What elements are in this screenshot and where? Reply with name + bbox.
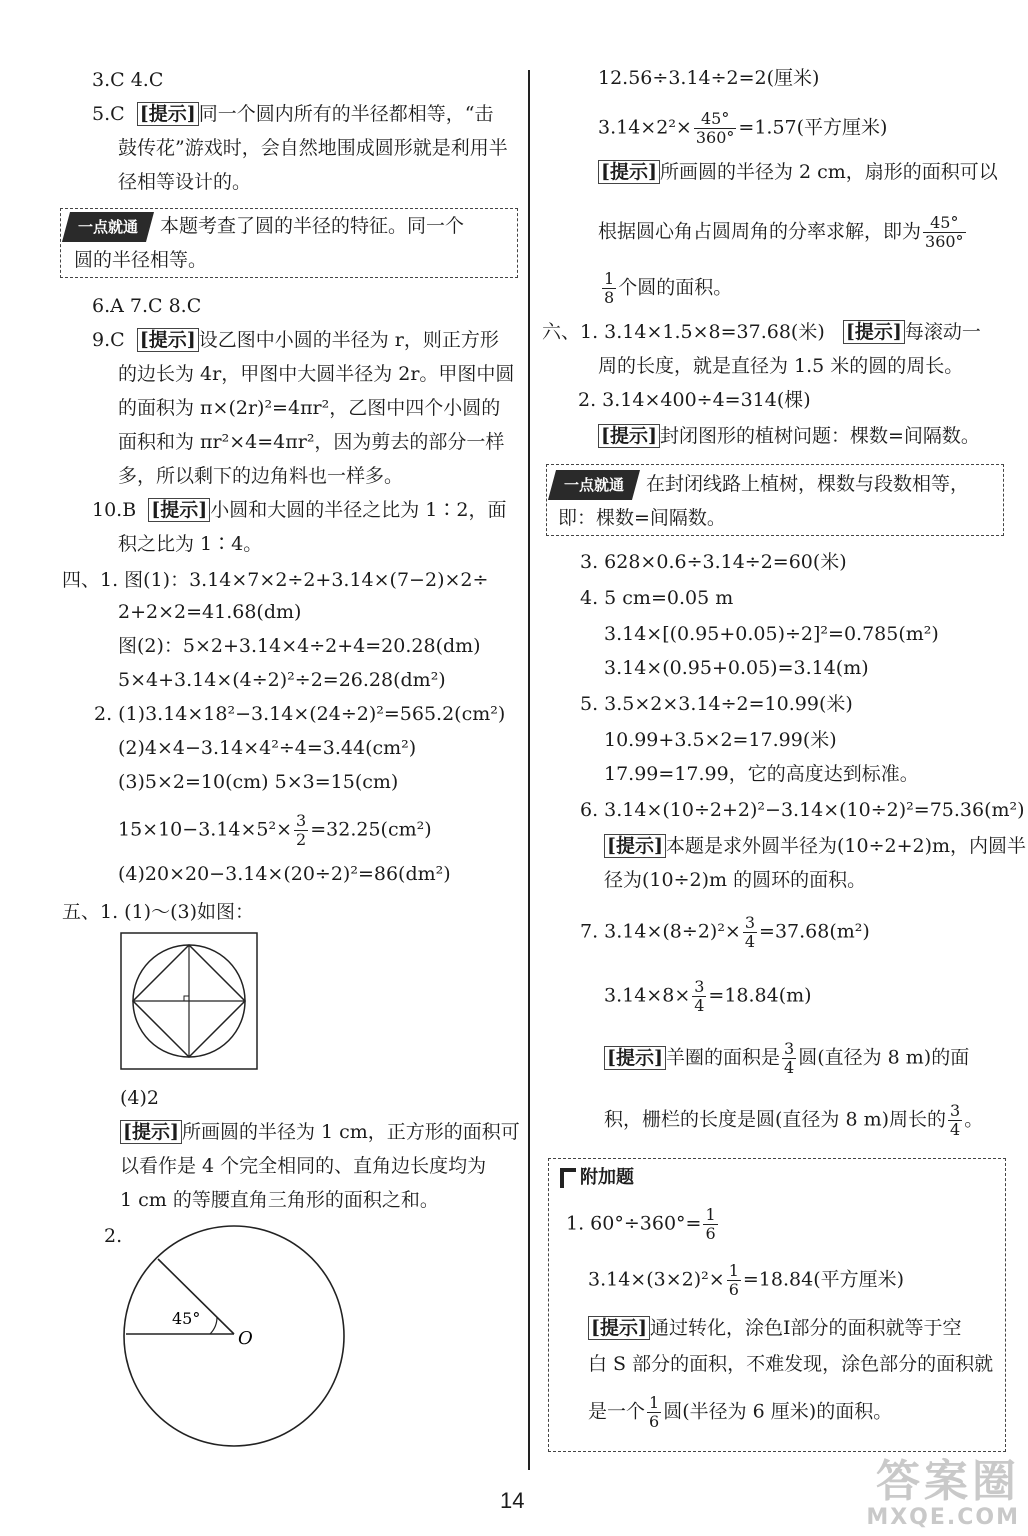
tip-text: 在封闭线路上植树，棵数与段数相等，: [646, 473, 970, 495]
hint-label: [提示]: [604, 1046, 666, 1070]
right-line-2: [598, 110, 887, 147]
section-5-q2: 2.: [104, 1225, 123, 1247]
expr-text: 六、1. 3.14×1.5×8=37.68(米): [542, 321, 825, 343]
answer-text: 通过转化，涂色Ⅰ部分的面积就等于空: [649, 1317, 962, 1339]
tip-badge: 一点就通: [62, 212, 154, 242]
fraction: $\frac{1}{8}$: [604, 269, 615, 307]
answer-text: 羊圈的面积是: [665, 1046, 780, 1069]
answer-text: 圆(半径为 6 厘米)的面积。: [663, 1400, 893, 1423]
answer-text: 同一个圆内所有的半径都相等，“击: [198, 103, 494, 125]
section-4-q2-line3: (3)5×2=10(cm) 5×3=15(cm): [118, 771, 399, 793]
hint-label: [提示]: [137, 102, 199, 126]
section-5-q1-answer4: (4)2: [120, 1087, 160, 1109]
angle-label: 45°: [172, 1309, 201, 1328]
answer-label: 9.C: [92, 329, 125, 351]
section-5-hint-line2: 以看作是 4 个完全相同的、直角边长度均为: [120, 1155, 487, 1177]
section-4-q1-line3: 图(2)：5×2+3.14×4÷2+4=20.28(dm): [118, 635, 481, 657]
extra-hint-line2: 白 S 部分的面积，不难发现，涂色部分的面积就: [588, 1353, 994, 1375]
section-6-q4: 4. 5 cm=0.05 m: [580, 587, 734, 609]
answer-9: [92, 326, 499, 354]
section-4-q2-line4: [118, 812, 432, 849]
answer-6-8: 6.A 7.C 8.C: [92, 295, 202, 317]
answer-text: 每滚动一: [904, 321, 981, 343]
extra-hint: [588, 1314, 962, 1342]
fraction: $\frac{1}{6}$: [705, 1205, 716, 1243]
answer-10: [92, 496, 506, 524]
answer-text: 积，栅栏的长度是圆(直径为 8 m)周长的: [604, 1108, 947, 1131]
section-4-q1-line2: 2+2×2=41.68(dm): [118, 601, 302, 623]
hint-label: [提示]: [843, 320, 905, 344]
tip-box-2-line1: [552, 470, 969, 500]
answer-label: 5.C: [92, 103, 125, 125]
answer-5-line3: 径相等设计的。: [118, 171, 252, 193]
extra-q1-line2: [588, 1262, 904, 1299]
answer-text: 是一个: [588, 1400, 646, 1423]
center-label: O: [238, 1328, 253, 1349]
answer-5-line2: 鼓传花”游戏时，会自然地围成圆形就是利用半: [118, 137, 508, 159]
section-5-q1: 五、1. (1)～(3)如图：: [62, 901, 254, 923]
section-6-q6-hint-line2: 径为(10÷2)m 的圆环的面积。: [604, 869, 867, 891]
answer-text: 小圆和大圆的半径之比为 1∶2，面: [210, 499, 507, 521]
answer-text: 所画圆的半径为 1 cm，正方形的面积可: [181, 1121, 520, 1143]
expr-text: =18.84(m): [708, 984, 812, 1007]
fraction: $\frac{3}{4}$: [784, 1039, 795, 1077]
fraction: $\frac{45^\circ}{360^\circ}$: [695, 109, 735, 147]
section-6-q7-hint: [604, 1040, 969, 1077]
expr-text: 7. 3.14×(8÷2)²×: [580, 920, 741, 943]
fraction: $\frac{3}{4}$: [950, 1101, 961, 1139]
expr-text: =1.57(平方厘米): [738, 116, 888, 139]
answer-9-line5: 多，所以剩下的边角料也一样多。: [118, 465, 404, 487]
expr-text: 根据圆心角占圆周角的分率求解，即为: [598, 220, 922, 243]
fraction: $\frac{45^\circ}{360^\circ}$: [925, 213, 964, 251]
right-hint-1-line2: [598, 214, 968, 251]
tip-box-2-line2: 即：棵数=间隔数。: [558, 507, 726, 529]
section-4-q2-line2: (2)4×4−3.14×4²÷4=3.44(cm²): [118, 737, 417, 759]
section-5-hint: [120, 1118, 520, 1146]
section-6-q1-line2: 周的长度，就是直径为 1.5 米的圆的周长。: [598, 355, 964, 377]
answer-text: 圆(直径为 8 m)的面: [798, 1046, 970, 1069]
answer-9-line3: 的面积为 π×(2r)²=4πr²，乙图中四个小圆的: [118, 397, 501, 419]
tip-badge: 一点就通: [548, 470, 640, 500]
expr-text: =18.84(平方厘米): [742, 1268, 905, 1291]
section-6-q5-line2: 10.99+3.5×2=17.99(米): [604, 729, 837, 751]
answer-text: 所画圆的半径为 2 cm，扇形的面积可以: [659, 161, 998, 183]
hint-label: [提示]: [604, 834, 666, 858]
section-6-q2-hint: [598, 422, 980, 450]
right-line-1: 12.56÷3.14÷2=2(厘米): [598, 67, 820, 89]
answer-5: [92, 100, 493, 128]
hint-label: [提示]: [598, 160, 660, 184]
section-5-hint-line3: 1 cm 的等腰直角三角形的面积之和。: [120, 1189, 439, 1211]
answer-9-line2: 的边长为 4r，甲图中大圆半径为 2r。甲图中圆: [118, 363, 515, 385]
section-4-q1: 四、1. 图(1)：3.14×7×2÷2+3.14×(7−2)×2÷: [62, 569, 489, 591]
section-6-q5-line3: 17.99=17.99，它的高度达到标准。: [604, 763, 919, 785]
section-6-q6-hint: [604, 832, 1026, 860]
expr-text: 个圆的面积。: [618, 276, 733, 299]
section-4-q2-line5: (4)20×20−3.14×(20÷2)²=86(dm²): [118, 863, 451, 885]
sector-figure: [120, 1220, 350, 1460]
extra-hint-line3: [588, 1394, 892, 1431]
section-6-q7-line2: [604, 978, 812, 1015]
expr-text: 3.14×2²×: [598, 116, 692, 139]
section-6-q3: 3. 628×0.6÷3.14÷2=60(米): [580, 551, 847, 573]
expr-text: =32.25(cm²): [310, 818, 432, 841]
circle-square-figure: [120, 932, 260, 1072]
hint-label: [提示]: [588, 1316, 650, 1340]
section-6-q7: [580, 914, 870, 951]
expr-text: =37.68(m²): [759, 920, 870, 943]
watermark-logo: 答案圈 MXQE.COM: [866, 1456, 1020, 1530]
page-number: 14: [500, 1488, 525, 1513]
answer-9-line4: 面积和为 πr²×4=4πr²，因为剪去的部分一样: [118, 431, 505, 453]
extra-problems-title: 附加题: [560, 1163, 634, 1189]
fraction: $\frac{3}{4}$: [694, 977, 705, 1015]
right-hint-1-line3: [600, 270, 732, 307]
tip-box-1-line2: 圆的半径相等。: [74, 249, 208, 271]
right-hint-1: [598, 158, 998, 186]
answer-text: 。: [964, 1108, 984, 1131]
column-divider: [528, 70, 530, 1470]
hint-label: [提示]: [120, 1120, 182, 1144]
answer-3-4: 3.C 4.C: [92, 69, 164, 91]
answer-text: 本题是求外圆半径为(10÷2+2)m，内圆半: [665, 835, 1027, 857]
hint-label: [提示]: [148, 498, 210, 522]
bookmark-icon: [560, 1168, 576, 1188]
hint-label: [提示]: [137, 328, 199, 352]
expr-text: 1. 60°÷360°=: [566, 1212, 702, 1235]
fraction: $\frac{3}{2}$: [296, 811, 307, 849]
expr-text: 3.14×(3×2)²×: [588, 1268, 725, 1291]
expr-text: 3.14×8×: [604, 984, 691, 1007]
section-6-q4-line2: 3.14×[(0.95+0.05)÷2]²=0.785(m²): [604, 623, 939, 645]
fraction: $\frac{1}{6}$: [728, 1261, 739, 1299]
section-6-q5: 5. 3.5×2×3.14÷2=10.99(米): [580, 693, 853, 715]
section-6-q6: 6. 3.14×(10÷2+2)²−3.14×(10÷2)²=75.36(m²): [580, 799, 1025, 821]
extra-q1: [566, 1206, 720, 1243]
fraction: $\frac{1}{6}$: [649, 1393, 660, 1431]
tip-box-1-line1: [66, 212, 464, 242]
section-6-q1: [542, 318, 981, 346]
section-4-q2: 2. (1)3.14×18²−3.14×(24÷2)²=565.2(cm²): [94, 703, 506, 725]
section-6-q7-hint-line2: [604, 1102, 983, 1139]
section-6-q2: 2. 3.14×400÷4=314(棵): [578, 389, 811, 411]
fraction: $\frac{3}{4}$: [744, 913, 756, 951]
expr-text: 15×10−3.14×5²×: [118, 818, 293, 841]
section-4-q1-line4: 5×4+3.14×(4÷2)²÷2=26.28(dm²): [118, 669, 446, 691]
answer-10-line2: 积之比为 1∶4。: [118, 533, 263, 555]
answer-text: 封闭图形的植树问题：棵数=间隔数。: [659, 425, 980, 447]
tip-text: 本题考查了圆的半径的特征。同一个: [160, 215, 465, 237]
answer-text: 设乙图中小圆的半径为 r，则正方形: [198, 329, 499, 351]
hint-label: [提示]: [598, 424, 660, 448]
answer-label: 10.B: [92, 499, 137, 521]
section-6-q4-line3: 3.14×(0.95+0.05)=3.14(m): [604, 657, 869, 679]
